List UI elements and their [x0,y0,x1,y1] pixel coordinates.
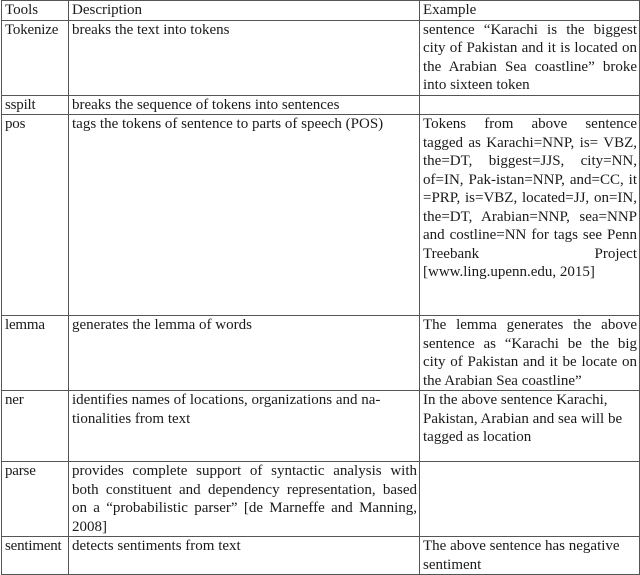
description-cell: breaks the text into tokens [69,20,420,95]
description-cell: generates the lemma of words [69,316,420,391]
description-cell: tags the tokens of sentence to parts of speech (POS) [69,115,420,316]
description-cell: breaks the sequence of tokens into sentences [69,95,420,115]
example-cell: Tokens from above sentence tagged as Karachi=NNP, is= VBZ, the=DT, biggest=JJS, city=NN, of=IN, Pak-istan=NNP, and=CC, it =PRP, is=VBZ, located=JJ, on=IN, the=DT, Arabian=NNP, sea=NNP and costline=NN for tags see Penn Treebank Project [www.ling.upenn.edu, 2015] [420,115,640,316]
example-cell: The above sentence has negative sentiment [420,537,640,575]
tool-cell: sentiment [2,537,69,575]
header-description: Description [69,1,420,21]
table-row [2,20,640,95]
example-cell [420,462,640,537]
table-row [2,537,640,575]
nlp-tools-table [1,0,640,575]
table-row [2,115,640,316]
tool-cell: Tokenize [2,20,69,95]
tool-cell: pos [2,115,69,316]
table-header-row [2,1,640,21]
header-example: Example [420,1,640,21]
description-cell: identifies names of locations, organizations and na-tionalities from text [69,391,420,462]
table-row [2,95,640,115]
table-row [2,462,640,537]
example-cell: The lemma generates the above sentence as “Karachi be the big city of Pakistan and it be locate on the Arabian Sea coastline” [420,316,640,391]
table-row [2,391,640,462]
tool-cell: lemma [2,316,69,391]
table-row [2,316,640,391]
example-cell [420,95,640,115]
tool-cell: sspilt [2,95,69,115]
description-cell: provides complete support of syntactic analysis with both constituent and dependency representation, based on a “probabilistic parser” [de Marneffe and Manning, 2008] [69,462,420,537]
example-cell: sentence “Karachi is the biggest city of Pakistan and it is located on the Arabian Sea coastline” broke into sixteen token [420,20,640,95]
description-cell: detects sentiments from text [69,537,420,575]
tool-cell: parse [2,462,69,537]
example-cell: In the above sentence Karachi, Pakistan, Arabian and sea will be tagged as location [420,391,640,462]
header-tools: Tools [2,1,69,21]
tool-cell: ner [2,391,69,462]
